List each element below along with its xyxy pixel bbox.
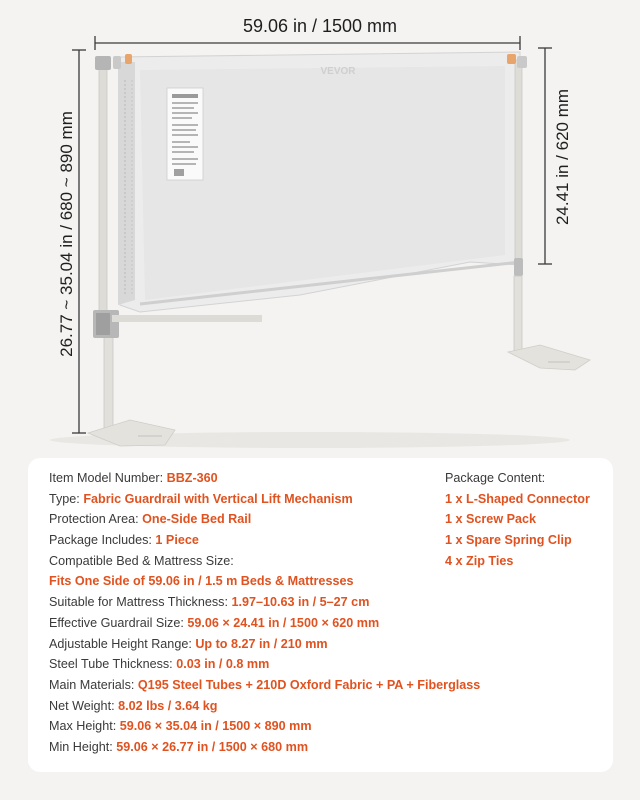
spec-package-includes (49, 530, 449, 551)
spec-value: BBZ-360 (166, 471, 218, 485)
spec-label: Net Weight: (49, 698, 119, 713)
spec-max-height (49, 716, 449, 737)
spec-guardrail-size (49, 613, 449, 634)
spec-label: Max Height: (49, 719, 120, 734)
spec-min-height (49, 737, 449, 758)
guardrail-height-dimension-label: 24.41 in / 620 mm (553, 88, 572, 226)
warning-label (167, 88, 203, 180)
spec-model-number (49, 468, 449, 489)
spec-value: 59.06 × 24.41 in / 1500 × 620 mm (187, 615, 380, 630)
spec-tube-thickness (49, 654, 449, 675)
spec-protection-area (49, 509, 449, 530)
spec-value: Q195 Steel Tubes + 210D Oxford Fabric + PA + Fiberglass (137, 677, 481, 692)
spec-value: 1 Piece (155, 533, 199, 548)
spec-compatible-size-value (49, 571, 449, 592)
right-post (508, 60, 590, 370)
spec-compatible-size (49, 551, 449, 572)
spec-label: Protection Area: (49, 512, 143, 527)
specifications-card (28, 458, 613, 772)
spec-mattress-thickness (49, 592, 449, 613)
width-dimension-line (95, 36, 520, 50)
spec-label: Steel Tube Thickness: (49, 657, 177, 672)
spec-label: Adjustable Height Range: (49, 636, 196, 651)
spec-height-range (49, 634, 449, 655)
spec-type (49, 489, 449, 510)
package-content (445, 468, 605, 571)
spec-materials (49, 675, 481, 696)
spec-label: Type: (49, 491, 84, 506)
width-dimension-label: 59.06 in / 1500 mm (242, 16, 398, 36)
spec-value: 0.03 in / 0.8 mm (176, 657, 270, 672)
package-item: 1 x Screw Pack (445, 512, 537, 527)
spec-label: Effective Guardrail Size: (49, 615, 188, 630)
package-title: Package Content: (445, 471, 546, 485)
spec-value: One-Side Bed Rail (142, 512, 252, 527)
spec-label: Suitable for Mattress Thickness: (49, 595, 232, 610)
package-item: 1 x L-Shaped Connector (445, 491, 590, 506)
spec-net-weight (49, 696, 449, 717)
brand-logo: VEVOR (320, 66, 356, 77)
spec-value: Up to 8.27 in / 210 mm (195, 636, 328, 651)
spec-value: 1.97–10.63 in / 5–27 cm (231, 595, 370, 610)
spec-label: Item Model Number: (49, 471, 167, 485)
spec-label: Min Height: (49, 739, 117, 754)
lower-tube (112, 315, 262, 322)
spec-value: 59.06 × 26.77 in / 1500 × 680 mm (116, 739, 309, 754)
spec-value: Fabric Guardrail with Vertical Lift Mechanism (83, 491, 353, 506)
guardrail-height-dimension-line (538, 48, 552, 264)
spec-value: 8.02 lbs / 3.64 kg (118, 698, 218, 713)
package-item: 4 x Zip Ties (445, 553, 514, 568)
spec-label: Main Materials: (49, 677, 138, 692)
spec-label: Package Includes: (49, 533, 156, 548)
spec-label: Compatible Bed & Mattress Size: (49, 553, 234, 568)
spec-value: Fits One Side of 59.06 in / 1.5 m Beds & Mattresses (49, 574, 354, 589)
total-height-dimension-label: 26.77 ~ 35.04 in / 680 ~ 890 mm (57, 111, 76, 357)
package-item: 1 x Spare Spring Clip (445, 533, 572, 548)
spec-value: 59.06 × 35.04 in / 1500 × 890 mm (119, 719, 312, 734)
